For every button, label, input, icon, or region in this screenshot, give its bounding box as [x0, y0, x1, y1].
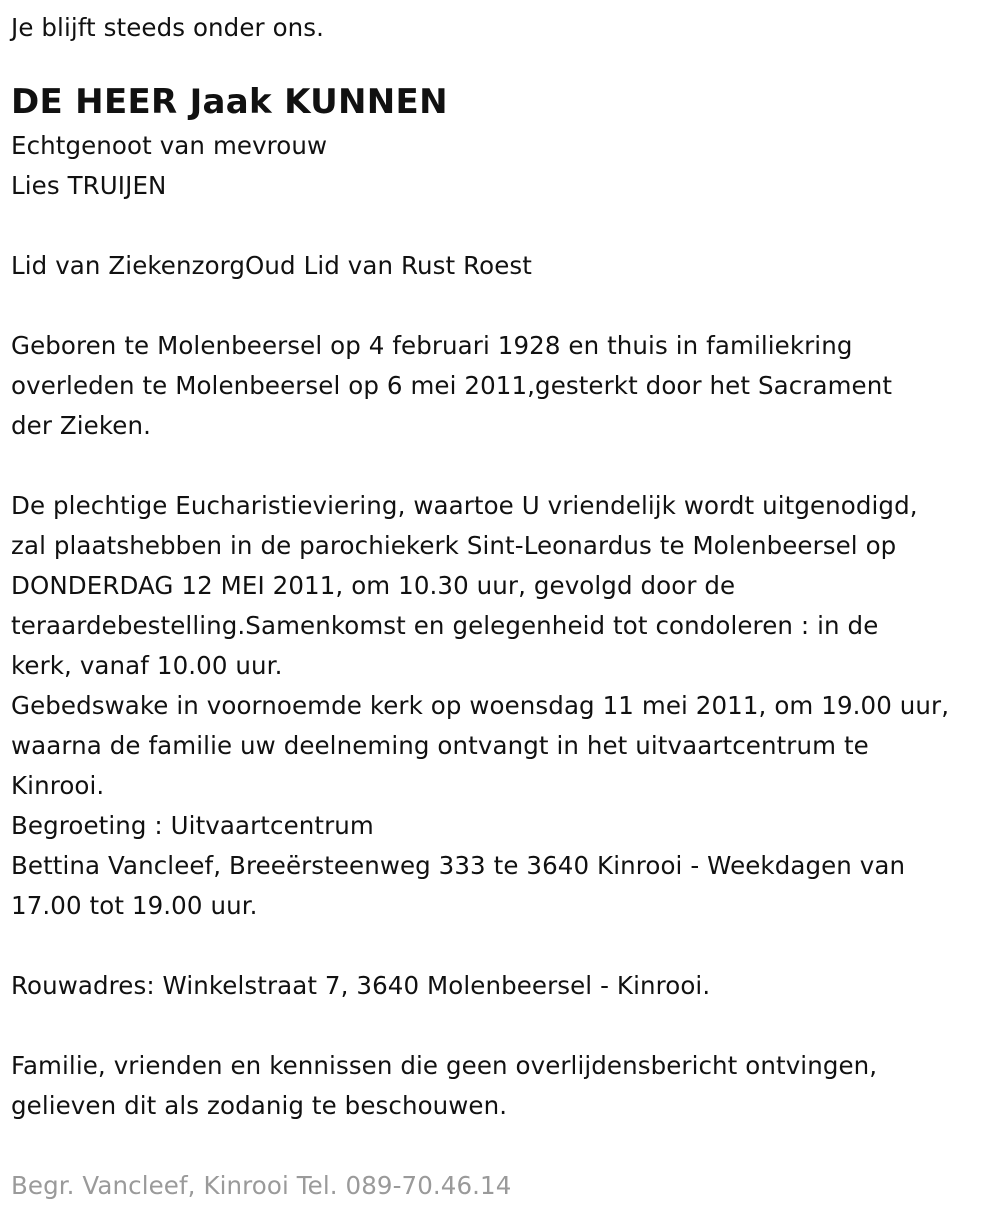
obituary-notice [11, 8, 993, 1206]
paragraph-line: Gebedswake in voornoemde kerk op woensdag 11 mei 2011, om 19.00 uur, [11, 691, 950, 720]
paragraph-line: overleden te Molenbeersel op 6 mei 2011,gesterkt door het Sacrament [11, 371, 893, 400]
paragraph-line: DONDERDAG 12 MEI 2011, om 10.30 uur, gevolgd door de [11, 571, 736, 600]
paragraph-line: 17.00 tot 19.00 uur. [11, 891, 258, 920]
memorial-quote: Je blijft steeds onder ons. [11, 13, 325, 42]
paragraph-line: gelieven dit als zodanig te beschouwen. [11, 1091, 508, 1120]
spacer [11, 206, 993, 246]
birth-death-paragraph [11, 326, 993, 446]
spacer [11, 286, 993, 326]
paragraph-line: Kinrooi. [11, 771, 105, 800]
deceased-name-heading: DE HEER Jaak KUNNEN [11, 82, 448, 122]
paragraph-line: De plechtige Eucharistieviering, waartoe U vriendelijk wordt uitgenodigd, [11, 491, 918, 520]
spacer [11, 926, 993, 966]
spacer [11, 1006, 993, 1046]
paragraph-line: der Zieken. [11, 411, 151, 440]
paragraph-line: Begroeting : Uitvaartcentrum [11, 811, 374, 840]
mourning-address: Rouwadres: Winkelstraat 7, 3640 Molenbeersel - Kinrooi. [11, 971, 711, 1000]
membership-line: Lid van ZiekenzorgOud Lid van Rust Roest [11, 251, 532, 280]
paragraph-line: teraardebestelling.Samenkomst en gelegenheid tot condoleren : in de [11, 611, 879, 640]
funeral-home-credit: Begr. Vancleef, Kinrooi Tel. 089-70.46.14 [11, 1171, 512, 1200]
spouse-line-1: Echtgenoot van mevrouw [11, 131, 328, 160]
notice-paragraph [11, 1046, 993, 1126]
paragraph-line: Geboren te Molenbeersel op 4 februari 1928 en thuis in familiekring [11, 331, 853, 360]
spacer [11, 446, 993, 486]
paragraph-line: waarna de familie uw deelneming ontvangt in het uitvaartcentrum te [11, 731, 869, 760]
paragraph-line: Familie, vrienden en kennissen die geen overlijdensbericht ontvingen, [11, 1051, 878, 1080]
ceremony-paragraph [11, 486, 993, 926]
spacer [11, 1126, 993, 1166]
paragraph-line: zal plaatshebben in de parochiekerk Sint-Leonardus te Molenbeersel op [11, 531, 897, 560]
paragraph-line: Bettina Vancleef, Breeërsteenweg 333 te 3640 Kinrooi - Weekdagen van [11, 851, 906, 880]
paragraph-line: kerk, vanaf 10.00 uur. [11, 651, 283, 680]
spouse-line-2: Lies TRUIJEN [11, 171, 167, 200]
